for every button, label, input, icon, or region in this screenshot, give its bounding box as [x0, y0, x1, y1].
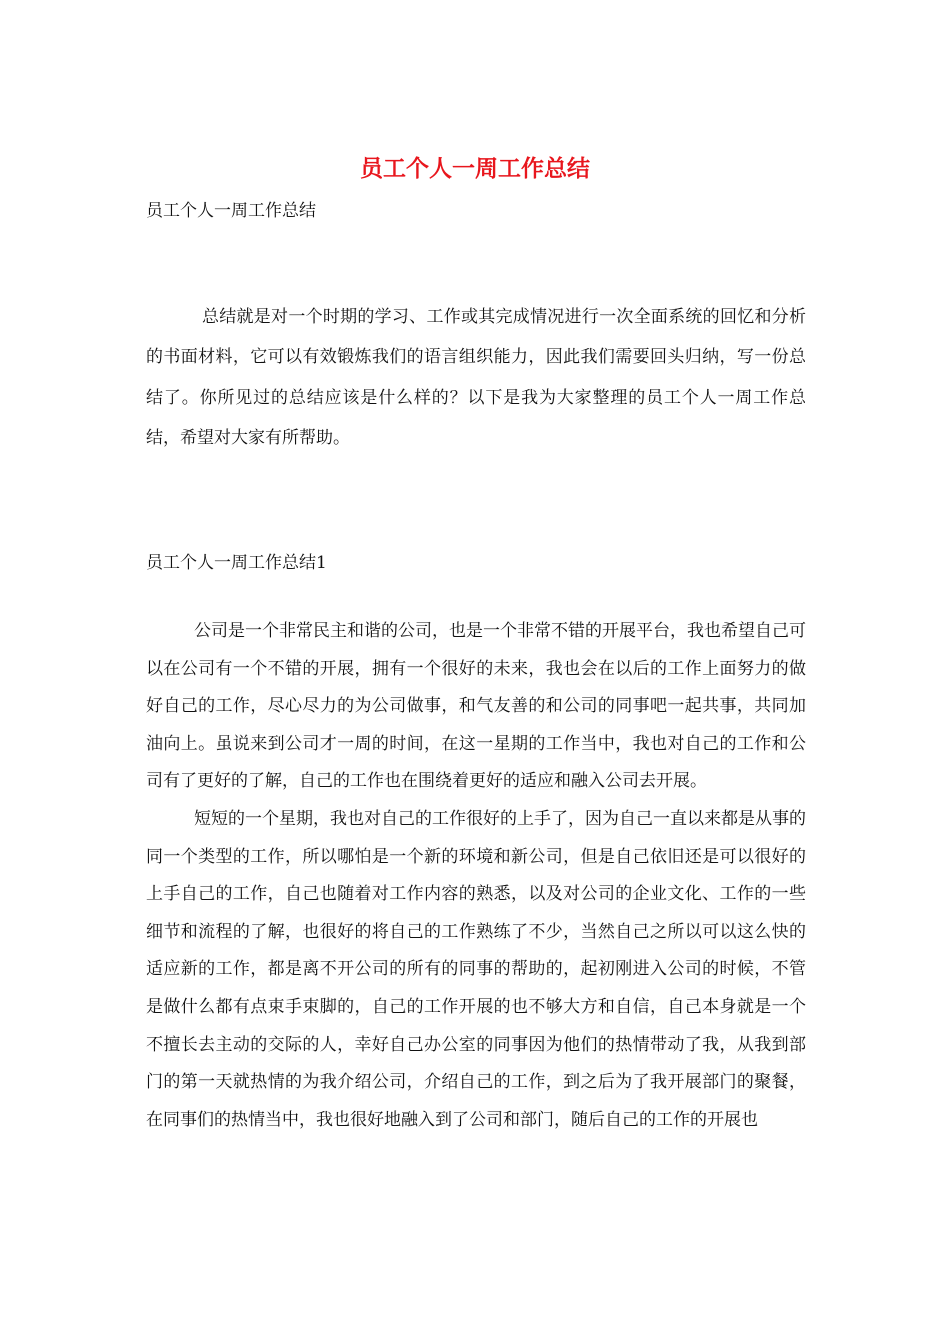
body-paragraph: 短短的一个星期，我也对自己的工作很好的上手了，因为自己一直以来都是从事的同一个类型的工作，所以哪怕是一个新的环境和新公司，但是自己依旧还是可以很好的上手自己的工作，自己也随着对工作内容的熟悉，以及对公司的企业文化、工作的一些细节和流程的了解，也很好的将自己的工作熟练了不少，当然自己之所以可以这么快的适应新的工作，都是离不开公司的所有的同事的帮助的，起初刚进入公司的时候，不管是做什么都有点束手束脚的，自己的工作开展的也不够大方和自信，自己本身就是一个不擅长去主动的交际的人，幸好自己办公室的同事因为他们的热情带动了我，从我到部门的第一天就热情的为我介绍公司，介绍自己的工作，到之后为了我开展部门的聚餐，在同事们的热情当中，我也很好地融入到了公司和部门，随后自己的工作的开展也	[146, 808, 806, 1130]
section-heading: 员工个人一周工作总结1	[146, 553, 327, 573]
section-body	[146, 613, 806, 1139]
intro-paragraph: 总结就是对一个时期的学习、工作或其完成情况进行一次全面系统的回忆和分析的书面材料，它可以有效锻炼我们的语言组织能力，因此我们需要回头归纳，写一份总结了。你所见过的总结应该是什么样的？以下是我为大家整理的员工个人一周工作总结，希望对大家有所帮助。	[146, 307, 806, 448]
body-paragraph: 公司是一个非常民主和谐的公司，也是一个非常不错的开展平台，我也希望自己可以在公司有一个不错的开展，拥有一个很好的未来，我也会在以后的工作上面努力的做好自己的工作，尽心尽力的为公司做事，和气友善的和公司的同事吧一起共事，共同加油向上。虽说来到公司才一周的时间，在这一星期的工作当中，我也对自己的工作和公司有了更好的了解，自己的工作也在围绕着更好的适应和融入公司去开展。	[146, 621, 806, 792]
document-subtitle: 员工个人一周工作总结	[146, 201, 316, 221]
document-title: 员工个人一周工作总结	[360, 155, 590, 182]
